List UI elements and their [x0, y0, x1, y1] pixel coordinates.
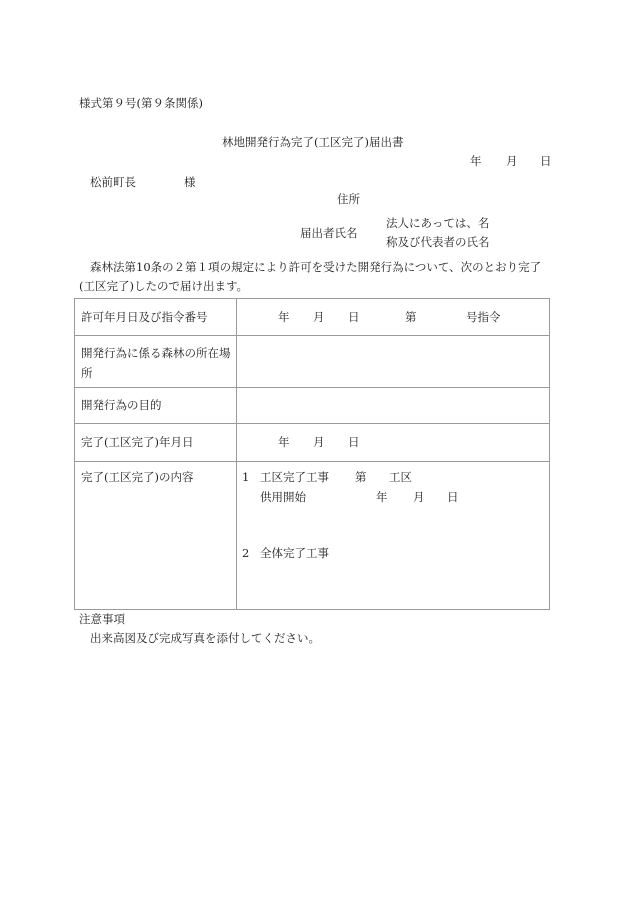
body-text-line1: 森林法第10条の２第１項の規定により許可を受けた開発行為について、次のとおり完了 [90, 260, 542, 274]
kyoyo-month-unit: 月 [413, 490, 425, 504]
table-column-divider [236, 299, 237, 609]
row-divider-2 [75, 387, 549, 388]
date-month-unit: 月 [506, 154, 518, 168]
kyoyo-day-unit: 日 [447, 490, 459, 504]
item1-text: 工区完了工事 [260, 470, 329, 484]
item1-dai: 第 [355, 470, 367, 484]
row-divider-3 [75, 423, 549, 424]
date-day-unit: 日 [540, 154, 552, 168]
completion-day-unit: 日 [348, 435, 360, 449]
notifier-label: 届出者氏名 [300, 226, 358, 240]
item1-ku: 工区 [389, 470, 412, 484]
completion-content-label: 完了(工区完了)の内容 [81, 470, 194, 484]
corp-note-line2: 称及び代表者の氏名 [386, 235, 490, 249]
date-year-unit: 年 [470, 154, 482, 168]
address-label: 住所 [337, 192, 360, 206]
completion-month-unit: 月 [313, 435, 325, 449]
notes-text: 出来高図及び完成写真を添付してください。 [90, 631, 320, 645]
notes-heading: 注意事項 [79, 612, 125, 626]
item2-number: 2 [242, 546, 250, 560]
permit-year-unit: 年 [278, 310, 290, 324]
form-table [74, 298, 550, 610]
permit-dai: 第 [405, 310, 417, 324]
permit-order-suffix: 号指令 [466, 310, 501, 324]
kyoyo-label: 供用開始 [260, 490, 306, 504]
item1-number: 1 [242, 470, 250, 484]
row-divider-4 [75, 461, 549, 462]
row-divider-1 [75, 335, 549, 336]
permit-month-unit: 月 [313, 310, 325, 324]
addressee-name: 松前町長 [90, 175, 136, 189]
completion-date-label: 完了(工区完了)年月日 [81, 435, 194, 449]
forest-location-label: 開発行為に係る森林の所在場所 [81, 346, 231, 380]
permit-date-number-label: 許可年月日及び指令番号 [81, 310, 208, 324]
document-title: 林地開発行為完了(工区完了)届出書 [222, 135, 404, 149]
completion-year-unit: 年 [278, 435, 290, 449]
addressee-honorific: 様 [184, 175, 196, 189]
kyoyo-year-unit: 年 [376, 490, 388, 504]
development-purpose-label: 開発行為の目的 [81, 398, 162, 412]
item2-text: 全体完了工事 [260, 546, 329, 560]
corp-note-line1: 法人にあっては、名 [386, 216, 490, 230]
body-text-line2: (工区完了)したので届け出ます。 [79, 279, 249, 293]
form-number: 様式第９号(第９条関係) [79, 96, 203, 110]
permit-day-unit: 日 [348, 310, 360, 324]
